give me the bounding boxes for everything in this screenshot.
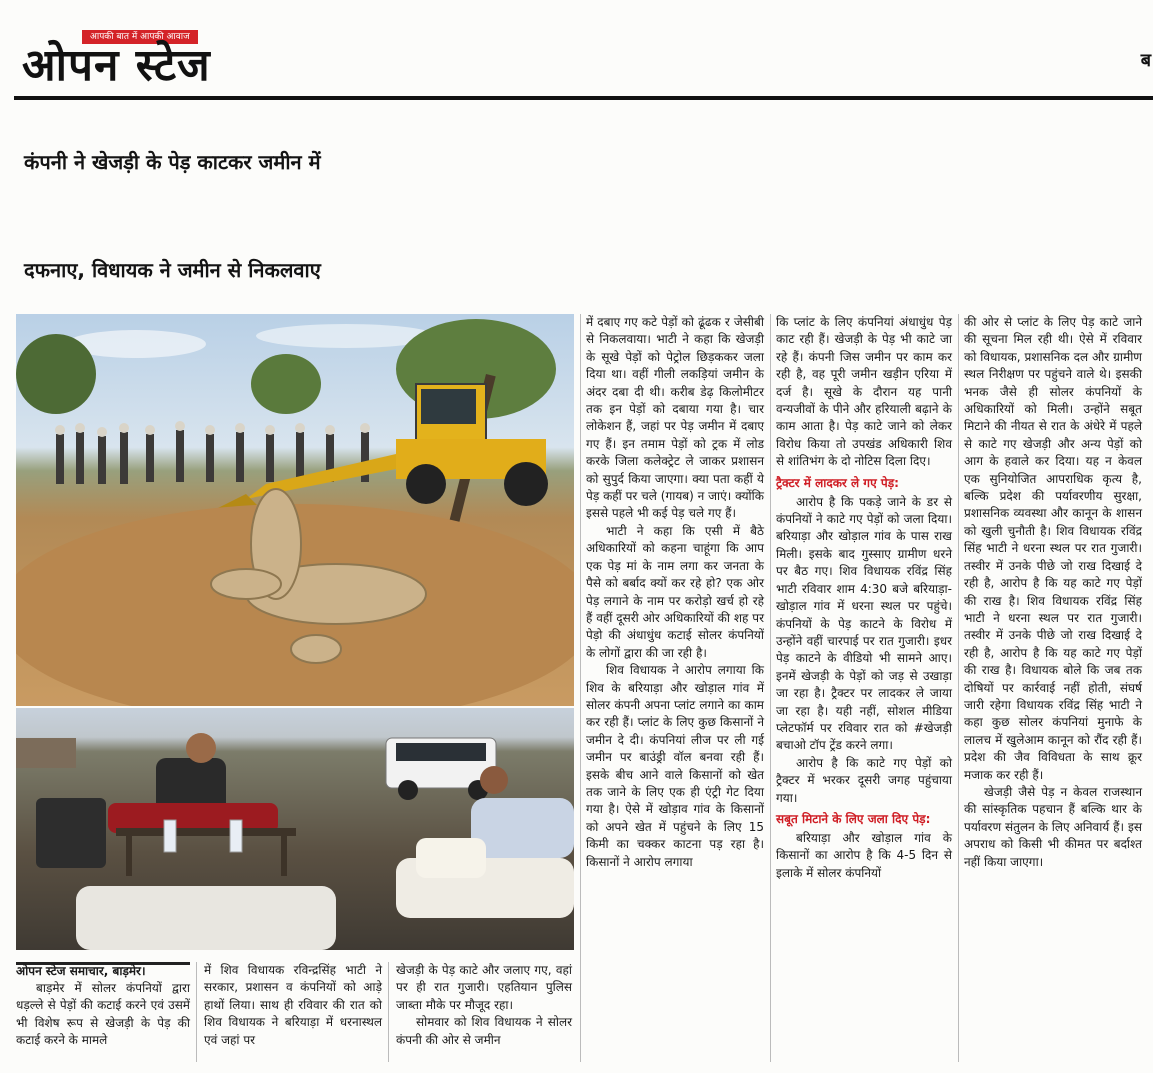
paragraph: की ओर से प्लांट के लिए पेड़ काटे जाने की सूचना मिल रही थी। ऐसे में रविवार को विधायक, प्रशासनिक दल और ग्रामीण स्थल निरीक्षण पर पहुंचने वाले थे। इसकी भनक जैसे ही सोलर कंपनियों के अधिकारियों को मिली। उन्होंने सबूत मिटाने की नीयत से रात के अंधेरे में पहले से काटे गए खेजड़ी और अन्य पेड़ों को आग के हवाले कर दिया। यह न केवल एक सुनियोजित आपराधिक कृत्य है, बल्कि प्रदेश की पर्यावरणीय सुरक्षा, प्रशासनिक व्यवस्था और कानून के शासन को खुली चुनौती है। शिव विधायक रविंद्र सिंह भाटी ने धरना स्थल पर रात गुजारी। तस्वीर में उनके पीछे जो राख दिखाई दे रही है, आरोप है कि यह काटे गए पेड़ों की राख है। शिव विधायक रविंद्र सिंह भाटी ने धरना स्थल पर रात गुजारी। तस्वीर में उनके पीछे जो राख दिखाई दे रही है, आरोप है कि यह काटे गए पेड़ों की राख है। विधायक बोले कि जब तक दोषियों पर कार्रवाई नहीं होती, संघर्ष जारी रहेगा विधायक रविंद्र सिंह भाटी ने कहा कुछ सोलर कंपनियां मुनाफे के लालच में खुलेआम कानून को रौंद रही हैं। प्रदेश की जैव विविधता के साथ क्रूर मजाक कर रही हैं। xyxy=(964,315,1142,782)
headline xyxy=(24,108,1144,324)
column-rule xyxy=(958,314,959,1062)
subheading: ट्रैक्टर में लादकर ले गए पेड़: xyxy=(776,475,899,490)
photo-excavation-illustration xyxy=(16,314,574,706)
article-column-4 xyxy=(586,314,764,871)
paragraph: आरोप है कि पकड़े जाने के डर से कंपनियों ने काटे गए पेड़ों को जला दिया। बरियाड़ा और खोड़ाल गांव के पास राख मिली। इसके बाद गुस्साए ग्रामीण धरने पर बैठ गए। शिव विधायक रविंद्र सिंह भाटी रविवार शाम 4:30 बजे बरियाड़ा-खोड़ाल गांव में धरना स्थल पर पहुंचे। कंपनियों के पेड़ काटने के विरोध में उन्होंने वहीं चारपाई पर रात गुजारी। इधर पेड़ काटने के वीडियो भी सामने आए। इनमें खेजड़ी के पेड़ों को जड़ से उखाड़ा जा रहा है। ट्रैक्टर पर लादकर ले जाया जा रहा है। यही नहीं, सोशल मीडिया प्लेटफॉर्म पर रविवार रात को #खेजड़ी बचाओ टॉप ट्रेंड करने लगा। xyxy=(776,494,952,753)
masthead xyxy=(22,28,282,94)
paragraph: में शिव विधायक रविन्द्रसिंह भाटी ने सरकार, प्रशासन व कंपनियों को आड़े हाथों लिया। साथ ही रविवार की रात को शिव विधायक ने बरियाड़ा में धरनास्थल एवं जहां पर xyxy=(204,963,382,1047)
paragraph: शिव विधायक ने आरोप लगाया कि शिव के बरियाड़ा और खोड़ाल गांव में सोलर कंपनी अपना प्लांट लगाने का काम कर रही हैं। प्लांट के लिए कुछ किसानों ने जमीन दे दी। कंपनियां लीज पर ली गई जमीन पर बाउंड्री वॉल बनवा रही हैं। इसके बीच आने वाले किसानों को खेत तक जाने के लिए एक ही एंट्री गेट दिया गया है। ऐसे में खोड़ाव गांव के किसानों को अपने खेत में पहुंचने के लिए 15 किमी का चक्कर काटना पड़ रहा है। किसानों ने आरोप लगाया xyxy=(586,663,764,869)
paragraph: आरोप है कि काटे गए पेड़ों को ट्रैक्टर में भरकर दूसरी जगह पहुंचाया गया। xyxy=(776,755,952,805)
subheading: सबूत मिटाने के लिए जला दिए पेड़: xyxy=(776,811,931,826)
article-column-5 xyxy=(776,314,952,882)
paragraph: में दबाए गए कटे पेड़ों को ढूंढक र जेसीबी से निकलवाया। भाटी ने कहा कि खेजड़ी के सूखे पेड़ों को पेट्रोल छिड़ककर जला दिया था। वहीं गीली लकड़ियां जमीन के अंदर दबा दी थी। करीब डेढ़ किलोमीटर तक इन पेड़ों को दबाया गया है। चार लोकेशन हैं, जहां पर पेड़ जमीन में दबाए गए हैं। इन तमाम पेड़ों को ट्रक में लोड करके जिला कलेक्ट्रेट ले जाकर प्रशासन को सुपुर्द किया जाएगा। क्या पता कहीं ये पेड़ कहीं पर चले (गायब) न जाएं। क्योंकि इससे पहले भी कई पेड़ चले गए हैं। xyxy=(586,315,764,521)
column-rule xyxy=(770,314,771,1062)
header-rule xyxy=(14,96,1153,100)
article-column-6 xyxy=(964,314,1142,871)
masthead-tagline: आपकी बात में आपकी आवाज xyxy=(82,30,198,44)
headline-line-2: दफनाए, विधायक ने जमीन से निकलवाए xyxy=(24,258,321,282)
cut-off-text: ब xyxy=(1140,50,1151,71)
paragraph: भाटी ने कहा कि एसी में बैठे अधिकारियों को कहना चाहूंगा कि आप एक पेड़ मां के नाम लगा कर जनता के पैसे को बर्बाद क्यों कर रहे हो? एक ओर पेड़ लगाने के नाम पर करोड़ो खर्च हो रहे हैं वहीं दूसरी ओर अधिकारियों की शह पर पेड़ो की अंधाधुंध कटाई सोलर कंपनियों के लोगों द्वारा की जा रही है। xyxy=(586,523,764,660)
article-column-2 xyxy=(204,962,382,1049)
paragraph: बरियाड़ा और खोड़ाल गांव के किसानों का आरोप है कि 4-5 दिन से इलाके में सोलर कंपनियों xyxy=(776,830,952,880)
byline: ओपन स्टेज समाचार, बाड़मेर। xyxy=(16,964,146,978)
headline-line-1: कंपनी ने खेजड़ी के पेड़ काटकर जमीन में xyxy=(24,150,321,174)
photo-excavation xyxy=(16,314,574,706)
column-rule xyxy=(580,314,581,1062)
paragraph: कि प्लांट के लिए कंपनियां अंधाधुंध पेड़ काट रही हैं। खेजड़ी के पेड़ भी काटे जा रहे हैं। कंपनी जिस जमीन पर काम कर रही है, वह पूरी जमीन खड़ीन एरिया में दर्ज है। सूखे के दौरान यह पानी वन्यजीवों के पीने और हरियाली बढ़ाने के काम आता है। पेड़ काटे जाने को लेकर विरोध किया तो उपखंड अधिकारी शिव से शांतिभंग के दो नोटिस दिला दिए। xyxy=(776,315,952,469)
article-column-3 xyxy=(396,962,572,1049)
column-rule xyxy=(388,962,389,1062)
column-rule xyxy=(196,962,197,1062)
paragraph: खेजड़ी के पेड़ काटे और जलाए गए, वहां पर ही रात गुजारी। एहतियान पुलिस जाब्ता मौके पर मौजूद रहा। xyxy=(396,963,572,1012)
paragraph: खेजड़ी जैसे पेड़ न केवल राजस्थान की सांस्कृतिक पहचान हैं बल्कि थार के पर्यावरण संतुलन के लिए अनिवार्य हैं। इस अपराध को किसी भी कीमत पर बर्दाश्त नहीं किया जाएगा। xyxy=(964,784,1142,869)
photo-protest-site xyxy=(16,708,574,950)
article-column-1 xyxy=(16,962,190,1050)
masthead-logo: ओपन स्टेज xyxy=(22,40,211,91)
photo-protest-illustration xyxy=(16,708,574,950)
paragraph: सोमवार को शिव विधायक ने सोलर कंपनी की ओर से जमीन xyxy=(396,1015,572,1047)
paragraph: बाड़मेर में सोलर कंपनियों द्वारा धड़ल्ले से पेड़ों की कटाई करने एवं उसमें भी विशेष रूप से खेजड़ी के पेड़ की कटाई करने के मामले xyxy=(16,981,190,1048)
